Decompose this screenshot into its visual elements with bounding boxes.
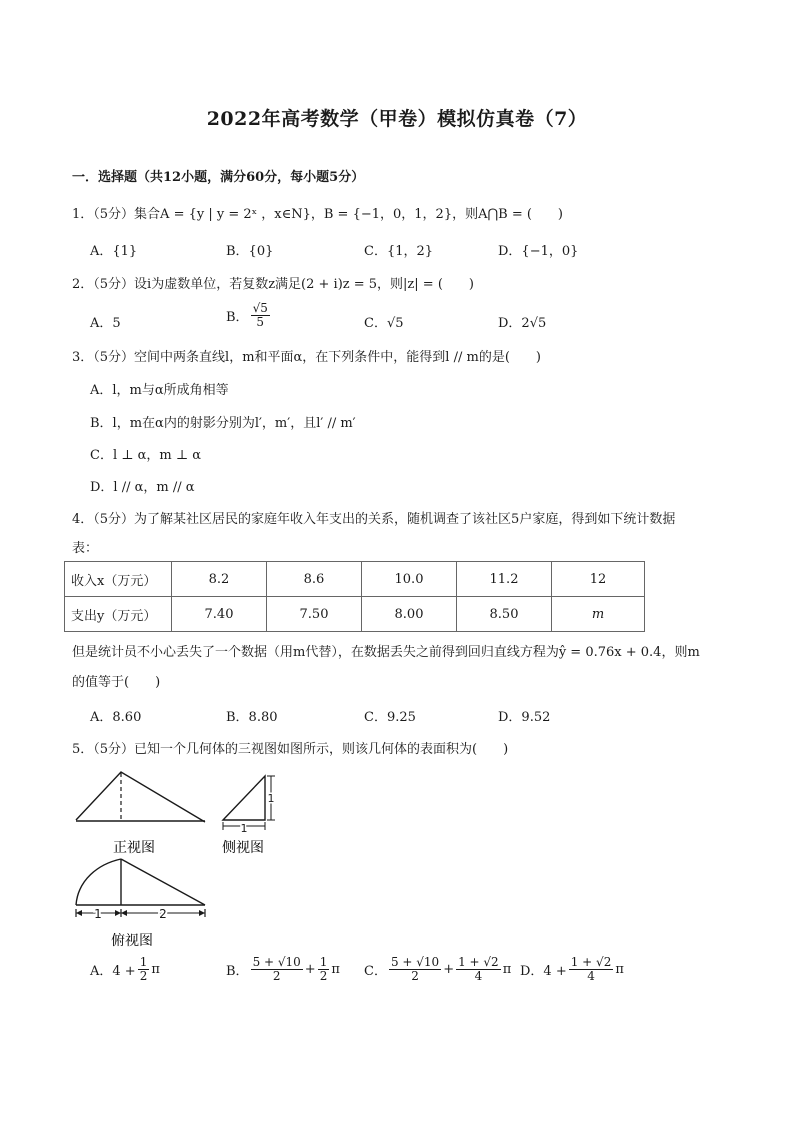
q2-option-c: C．√5 (364, 316, 404, 331)
q2-option-d: D．2√5 (498, 316, 547, 331)
q2-option-b-numerator: √5 (252, 301, 268, 315)
table-cell: 12 (552, 562, 645, 597)
q5-option-a (90, 956, 160, 983)
table-cell: 支出y（万元） (65, 597, 172, 632)
q5-option-d-prefix: D．4 + (520, 964, 567, 980)
front-view-label: 正视图 (113, 840, 155, 856)
pi-symbol: π (331, 962, 340, 978)
q2-option-b-label: B． (226, 310, 249, 326)
table-row (65, 562, 645, 597)
table-cell: 收入x（万元） (65, 562, 172, 597)
q2-option-b (226, 302, 272, 329)
top-left-dim: 1 (94, 907, 102, 921)
top-view-label: 俯视图 (111, 933, 153, 949)
q5-option-a-fraction (138, 956, 150, 983)
question-5-stem: 5．（5分）已知一个几何体的三视图如图所示，则该几何体的表面积为( ) (72, 742, 509, 757)
q2-option-a: A．5 (90, 316, 121, 331)
denominator: 4 (587, 969, 595, 984)
table-cell: 8.50 (457, 597, 552, 632)
question-3-stem: 3．（5分）空间中两条直线l，m和平面α，在下列条件中，能得到l // m的是( ) (72, 350, 541, 365)
table-cell: 10.0 (362, 562, 457, 597)
denominator: 2 (319, 969, 328, 984)
q5-option-d (520, 956, 624, 983)
q3-option-b: B．l，m在α内的射影分别为l′，m′，且l′ // m′ (90, 416, 356, 431)
table-cell: m (552, 597, 645, 632)
three-view-figure (0, 760, 300, 955)
numerator: 1 + √2 (458, 955, 499, 969)
q5-option-c-fraction-2 (456, 956, 501, 983)
top-right-dim: 2 (159, 907, 167, 921)
q4-option-a: A．8.60 (90, 710, 142, 725)
q4-option-b: B．8.80 (226, 710, 278, 725)
q4-option-c: C．9.25 (364, 710, 416, 725)
question-4-stem: 4．（5分）为了解某社区居民的家庭年收入年支出的关系，随机调查了该社区5户家庭，得到如下统计数据 (72, 512, 676, 527)
denominator: 2 (411, 969, 419, 984)
denominator: 2 (139, 969, 148, 984)
numerator: 1 (319, 955, 328, 969)
q5-option-b-fraction-2 (318, 956, 330, 983)
question-4-after: 但是统计员不小心丢失了一个数据（用m代替），在数据丢失之前得到回归直线方程为ŷ = 0.76x + 0.4，则m (72, 645, 700, 660)
table-row (65, 597, 645, 632)
q5-option-d-fraction (569, 956, 614, 983)
statistics-table (64, 561, 645, 632)
table-cell: 7.40 (172, 597, 267, 632)
front-view (76, 772, 205, 822)
denominator: 4 (474, 969, 483, 984)
question-4-stem-cont: 表： (72, 541, 99, 556)
q1-option-a: A．{1} (90, 244, 138, 259)
numerator: 1 (139, 955, 148, 969)
q5-option-c (364, 956, 511, 983)
numerator: 5 + √10 (252, 955, 301, 969)
question-4-after-cont: 的值等于( ) (72, 675, 161, 690)
table-cell: 8.00 (362, 597, 457, 632)
plus-sign: + (443, 962, 455, 978)
side-width-dim: 1 (240, 822, 248, 835)
q2-option-b-fraction (251, 302, 270, 329)
q3-option-d: D．l // α，m // α (90, 480, 195, 495)
q5-option-c-prefix: C． (364, 964, 387, 980)
question-2-stem: 2．（5分）设i为虚数单位，若复数z满足(2 + i)z = 5，则|z| = ( ) (72, 277, 474, 292)
table-cell: 7.50 (267, 597, 362, 632)
q5-option-c-fraction-1 (389, 956, 441, 983)
pi-symbol: π (502, 962, 512, 978)
pi-symbol: π (615, 962, 624, 978)
table-cell: 8.2 (172, 562, 267, 597)
side-view-label: 侧视图 (222, 840, 264, 856)
side-height-dim: 1 (267, 792, 275, 805)
numerator: 1 + √2 (570, 955, 612, 969)
page-title: 2022年高考数学（甲卷）模拟仿真卷（7） (206, 108, 588, 130)
q1-option-d: D．{−1，0} (498, 244, 579, 259)
q5-option-a-prefix: A．4 + (90, 964, 136, 980)
q1-option-c: C．{1，2} (364, 244, 434, 259)
table-cell: 8.6 (267, 562, 362, 597)
plus-sign: + (304, 962, 316, 978)
table-cell: 11.2 (457, 562, 552, 597)
q5-option-b (226, 956, 340, 983)
q4-option-d: D．9.52 (498, 710, 551, 725)
q3-option-a: A．l，m与α所成角相等 (90, 383, 229, 398)
numerator: 5 + √10 (390, 955, 440, 969)
section-heading: 一．选择题（共12小题，满分60分，每小题5分） (72, 170, 365, 185)
q1-option-b: B．{0} (226, 244, 274, 259)
q5-option-b-fraction-1 (251, 956, 303, 983)
pi-symbol: π (151, 962, 160, 978)
q5-option-b-prefix: B． (226, 964, 249, 980)
q2-option-b-denominator: 5 (256, 315, 265, 330)
q3-option-c: C．l ⊥ α，m ⊥ α (90, 448, 201, 463)
question-1-stem: 1．（5分）集合A = {y | y = 2ˣ ，x∈N}，B = {−1，0，1，2}，则A⋂B = ( ) (72, 207, 563, 222)
denominator: 2 (272, 969, 281, 984)
